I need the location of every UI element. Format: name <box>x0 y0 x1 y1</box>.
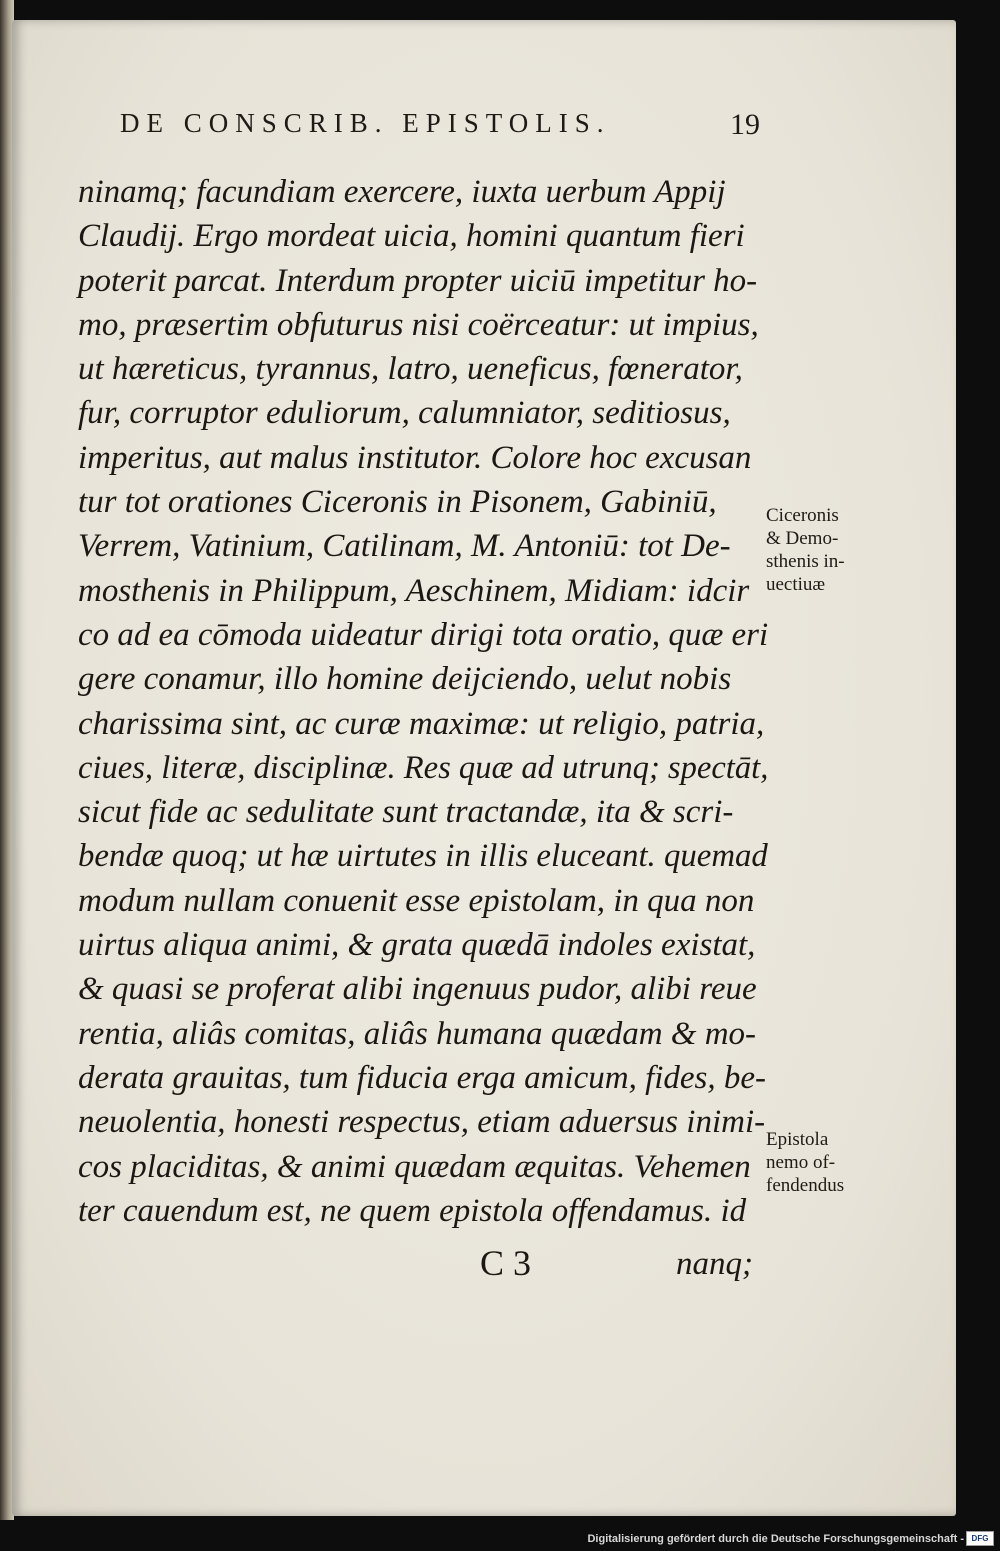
margin-note-epistola <box>766 1128 896 1197</box>
catchword: nanq; <box>676 1246 753 1282</box>
text-line: tur tot orationes Ciceronis in Pisonem, Gabiniū, <box>78 484 717 521</box>
margin-note-line: fendendus <box>766 1175 845 1196</box>
page-footer-line <box>78 1242 768 1292</box>
text-line: mo, præsertim obfuturus nisi coërceatur: ut impius, <box>78 306 759 343</box>
signature-mark: C 3 <box>480 1243 532 1283</box>
text-line: ninamq; facundiam exercere, iuxta uerbum Appij <box>78 174 726 210</box>
margin-note-line: nemo of- <box>766 1152 836 1173</box>
text-line: ut hæreticus, tyrannus, latro, ueneficus, fœnerator, <box>78 351 743 388</box>
margin-note-line: sthenis in- <box>766 551 845 572</box>
page-number: 19 <box>730 108 760 141</box>
margin-note-invectives <box>766 504 896 596</box>
text-line: ter cauendum est, ne quem epistola offendamus. id <box>78 1192 747 1229</box>
text-line: cos placiditas, & animi quædam æquitas. Vehemen <box>78 1148 751 1185</box>
text-line: ciues, literæ, disciplinæ. Res quæ ad utrunq; spectāt, <box>78 749 769 786</box>
text-line: gere conamur, illo homine deijciendo, uelut nobis <box>78 661 732 698</box>
margin-note-line: uectiuæ <box>766 574 826 595</box>
text-line: fur, corruptor eduliorum, calumniator, seditiosus, <box>78 395 731 432</box>
body-text <box>78 170 768 1233</box>
text-line: imperitus, aut malus institutor. Colore hoc excusan <box>78 439 752 476</box>
margin-note-line: Epistola <box>766 1129 829 1150</box>
text-line: bendæ quoq; ut hæ uirtutes in illis eluceant. quemad <box>78 838 768 875</box>
margin-note-line: Ciceronis <box>766 505 839 526</box>
margin-note-line: & Demo- <box>766 528 839 549</box>
text-line: sicut fide ac sedulitate sunt tractandæ, ita & scri- <box>78 794 734 831</box>
text-line: neuolentia, honesti respectus, etiam aduersus inimi- <box>78 1104 766 1141</box>
text-line: charissima sint, ac curæ maximæ: ut religio, patria, <box>78 705 765 742</box>
text-line: uirtus aliqua animi, & grata quædā indoles existat, <box>78 927 756 964</box>
text-line: poterit parcat. Interdum propter uiciū impetitur ho- <box>78 262 758 299</box>
digitization-credit: Digitalisierung gefördert durch die Deutsche Forschungsgemeinschaft - <box>587 1533 964 1545</box>
running-title: DE CONSCRIB. EPISTOLIS. <box>120 108 611 138</box>
text-line: modum nullam conuenit esse epistolam, in qua non <box>78 882 755 919</box>
text-line: Verrem, Vatinium, Catilinam, M. Antoniū: tot De- <box>78 528 731 565</box>
text-line: & quasi se proferat alibi ingenuus pudor, alibi reue <box>78 971 757 1008</box>
text-line: mosthenis in Philippum, Aeschinem, Midiam: idcir <box>78 572 750 609</box>
dfg-logo: DFG <box>966 1531 994 1546</box>
text-line: co ad ea cōmoda uideatur dirigi tota oratio, quæ eri <box>78 616 769 653</box>
text-line: derata grauitas, tum fiducia erga amicum, fides, be- <box>78 1059 767 1096</box>
text-line: Claudij. Ergo mordeat uicia, homini quantum fieri <box>78 218 745 255</box>
text-line: rentia, aliâs comitas, aliâs humana quædam & mo- <box>78 1015 757 1052</box>
